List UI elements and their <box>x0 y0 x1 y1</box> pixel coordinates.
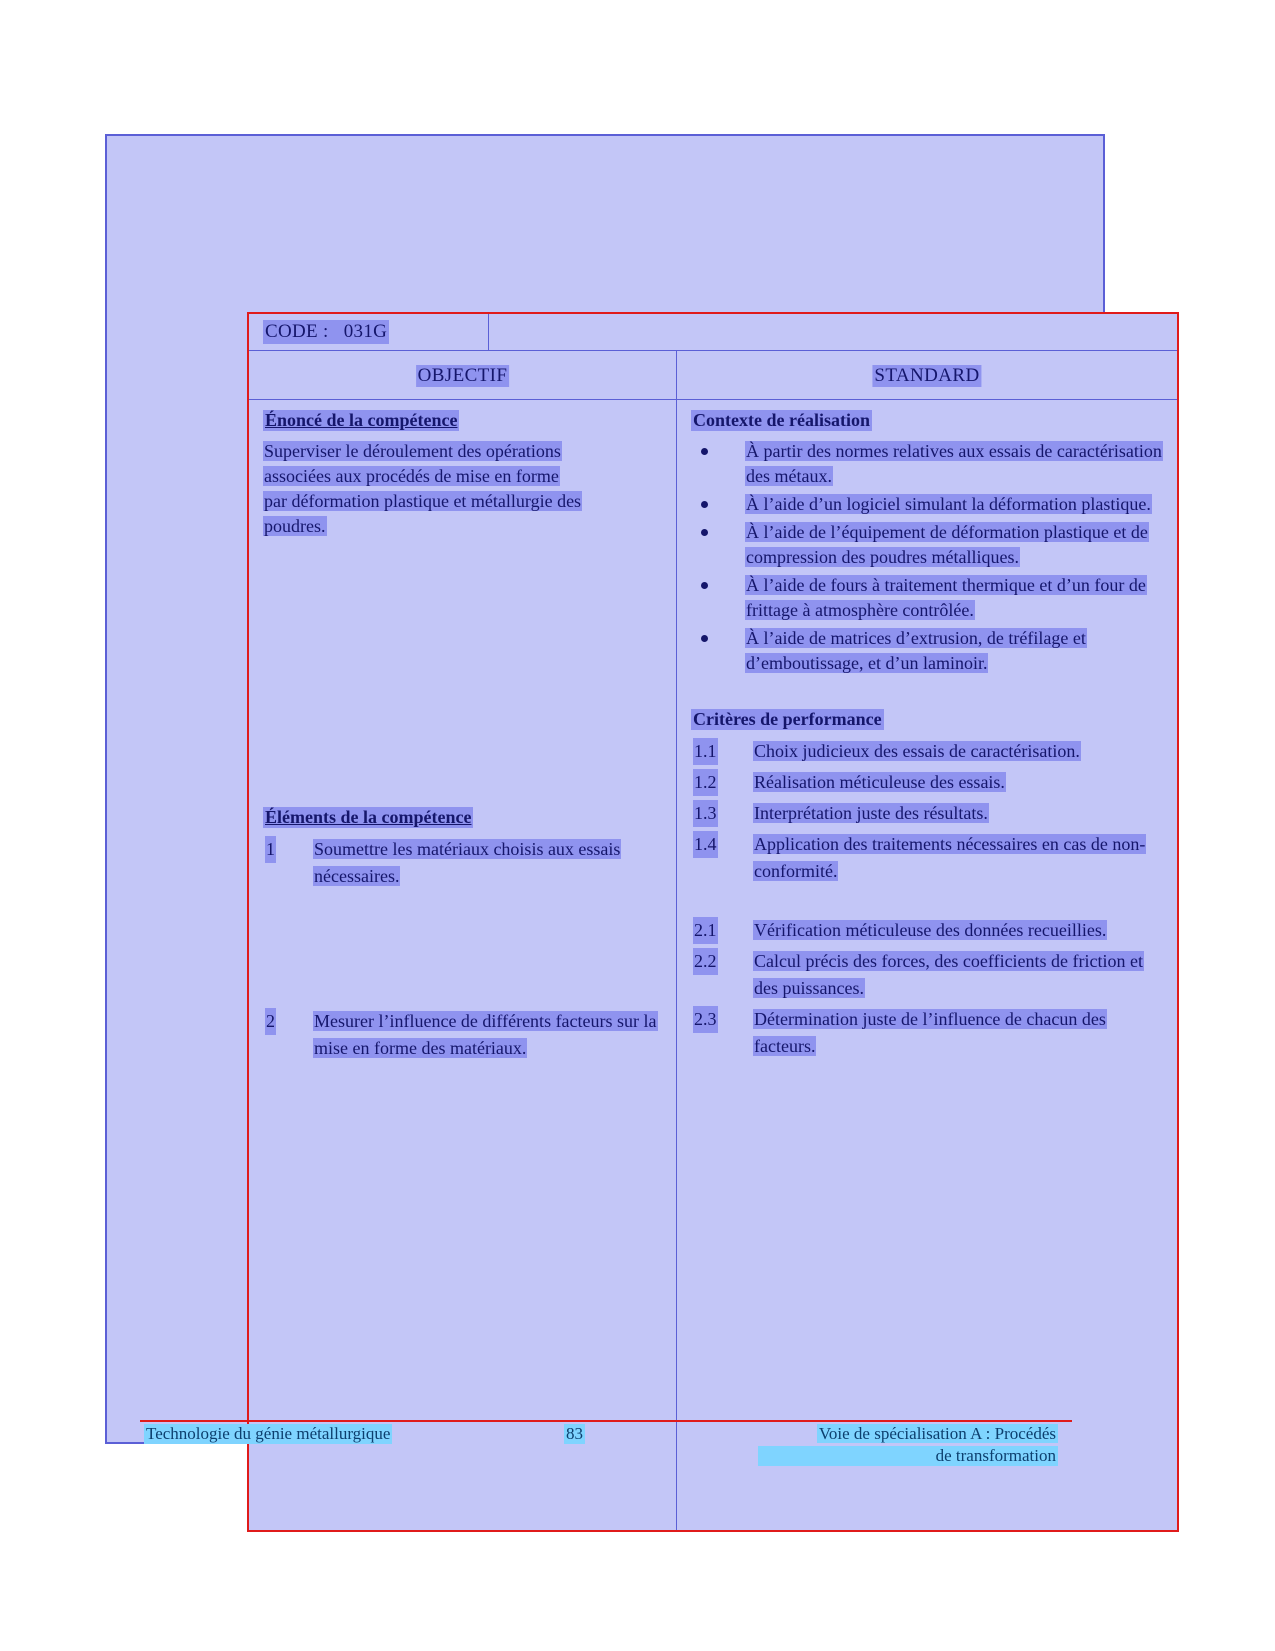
critere-text: Choix judicieux des essais de caractérisation. <box>754 741 1080 761</box>
code-cell <box>249 314 489 350</box>
contexte-title: Contexte de réalisation <box>693 410 870 430</box>
enonce-title: Énoncé de la compétence <box>265 410 458 430</box>
critere-text: Réalisation méticuleuse des essais. <box>754 772 1005 792</box>
critere-text: Application des traitements nécessaires en cas de non-conformité. <box>754 834 1146 881</box>
contexte-list <box>691 439 1165 676</box>
critere-item <box>691 917 1165 944</box>
critere-item <box>691 831 1165 885</box>
element-item <box>263 836 664 890</box>
element-number: 1 <box>265 836 276 863</box>
contexte-item <box>691 573 1165 623</box>
enonce-line <box>263 489 664 514</box>
bullet-icon <box>701 448 708 455</box>
critere-text: Vérification méticuleuse des données recueillies. <box>754 920 1107 940</box>
critere-number: 2.3 <box>693 1006 718 1033</box>
bullet-icon <box>701 501 708 508</box>
critere-number: 1.1 <box>693 738 718 765</box>
header-cell-standard <box>677 351 1177 399</box>
critere-item <box>691 738 1165 765</box>
criteres-list-group-1 <box>691 738 1165 885</box>
table-body <box>249 400 1177 1530</box>
header-cell-objectif <box>249 351 677 399</box>
elements-gap <box>263 894 664 1008</box>
code-label <box>263 320 389 344</box>
page-highlight-region <box>105 134 1162 1444</box>
enonce-line-text: Superviser le déroulement des opérations <box>264 441 561 461</box>
critere-number: 1.3 <box>693 800 718 827</box>
footer-page-number: 83 <box>566 1424 583 1443</box>
critere-item <box>691 948 1165 1002</box>
contexte-item-text: À l’aide de matrices d’extrusion, de tréfilage et d’emboutissage, et d’un laminoir. <box>746 628 1086 673</box>
criteres-title: Critères de performance <box>693 709 882 729</box>
contexte-item <box>691 626 1165 676</box>
element-text: Soumettre les matériaux choisis aux essais nécessaires. <box>314 839 621 886</box>
enonce-line <box>263 464 664 489</box>
critere-text: Calcul précis des forces, des coefficients de friction et des puissances. <box>754 951 1144 998</box>
header-label-objectif: OBJECTIF <box>417 365 508 386</box>
critere-number: 2.2 <box>693 948 718 975</box>
contexte-item <box>691 492 1165 517</box>
footer-program-name: Technologie du génie métallurgique <box>146 1424 391 1443</box>
critere-item <box>691 1006 1165 1060</box>
footer-specialization-line1: Voie de spécialisation A : Procédés <box>818 1424 1056 1443</box>
enonce-line-text: poudres. <box>264 516 326 536</box>
footer-divider <box>140 1420 1072 1422</box>
bullet-icon <box>701 582 708 589</box>
element-text: Mesurer l’influence de différents facteurs sur la mise en forme des matériaux. <box>314 1011 657 1058</box>
standard-spacer <box>691 679 1165 709</box>
footer-specialization <box>758 1424 1058 1466</box>
criteres-group-gap <box>691 889 1165 917</box>
contexte-item-text: À l’aide de l’équipement de déformation plastique et de compression des poudres métalliques. <box>746 522 1148 567</box>
critere-number: 1.4 <box>693 831 718 858</box>
competency-table <box>247 312 1179 1532</box>
enonce-line-text: associées aux procédés de mise en forme <box>264 466 559 486</box>
contexte-item-text: À partir des normes relatives aux essais de caractérisation des métaux. <box>746 441 1162 486</box>
contexte-item-text: À l’aide d’un logiciel simulant la déformation plastique. <box>746 494 1151 514</box>
standard-column <box>677 400 1177 1530</box>
contexte-item <box>691 520 1165 570</box>
critere-item <box>691 769 1165 796</box>
elements-title: Éléments de la compétence <box>265 807 472 827</box>
code-row <box>249 314 1177 351</box>
elements-list <box>263 836 664 1062</box>
objectif-column <box>249 400 677 1530</box>
header-label-standard: STANDARD <box>874 365 980 386</box>
enonce-line-text: par déformation plastique et métallurgie des <box>264 491 582 511</box>
bullet-icon <box>701 529 708 536</box>
footer-specialization-line2: de transformation <box>758 1446 1058 1466</box>
table-header-row <box>249 351 1177 400</box>
criteres-list-group-2 <box>691 917 1165 1060</box>
contexte-item-text: À l’aide de fours à traitement thermique et d’un four de frittage à atmosphère contrôlée. <box>746 575 1146 620</box>
code-label-text: CODE : <box>265 321 329 342</box>
critere-text: Détermination juste de l’influence de chacun des facteurs. <box>754 1009 1106 1056</box>
objectif-spacer <box>263 539 664 807</box>
enonce-line <box>263 439 664 464</box>
critere-number: 2.1 <box>693 917 718 944</box>
critere-text: Interprétation juste des résultats. <box>754 803 988 823</box>
bullet-icon <box>701 635 708 642</box>
code-value-text: 031G <box>343 321 388 342</box>
enonce-line <box>263 514 664 539</box>
element-item <box>263 1008 664 1062</box>
contexte-item <box>691 439 1165 489</box>
element-number: 2 <box>265 1008 276 1035</box>
critere-item <box>691 800 1165 827</box>
enonce-text-block <box>263 439 664 539</box>
page-footer <box>140 1424 1072 1476</box>
critere-number: 1.2 <box>693 769 718 796</box>
